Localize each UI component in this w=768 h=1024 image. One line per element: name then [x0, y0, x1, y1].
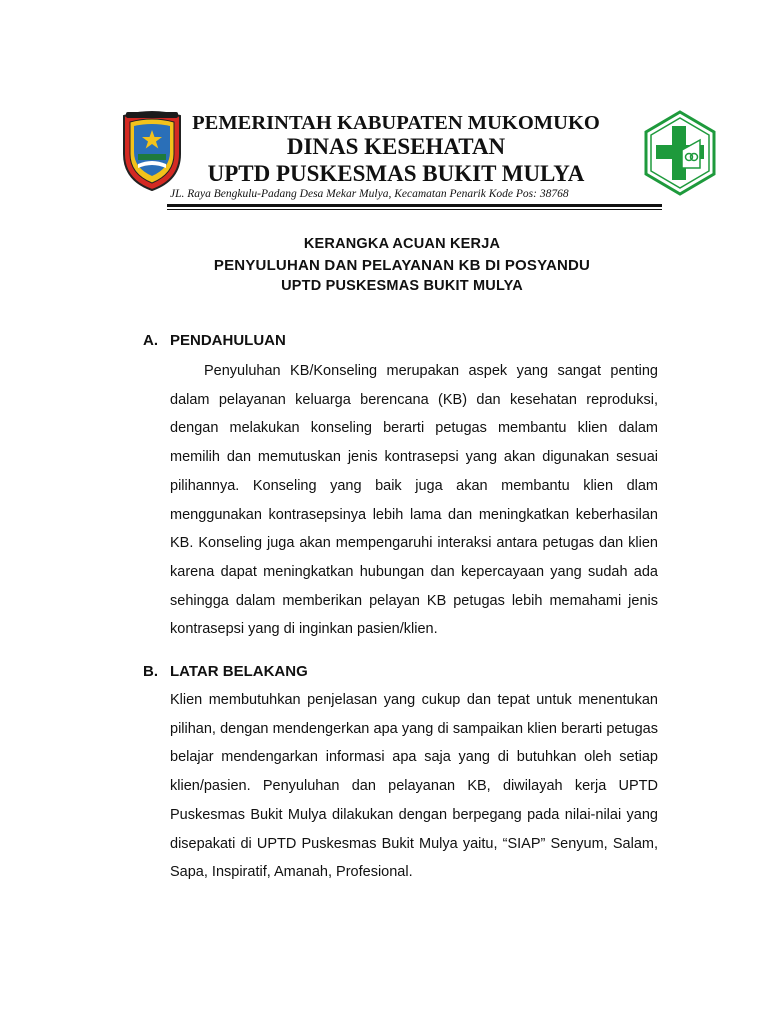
letterhead-government: PEMERINTAH KABUPATEN MUKOMUKO: [192, 112, 600, 134]
section-title: PENDAHULUAN: [170, 332, 286, 349]
letterhead-address: JL. Raya Bengkulu-Padang Desa Mekar Mulya, Kecamatan Penarik Kode Pos: 38768: [170, 188, 569, 200]
letterhead: [0, 0, 768, 215]
section-number: B.: [143, 663, 158, 680]
document-title: KERANGKA ACUAN KERJA: [303, 236, 501, 252]
letterhead-rule-thick: [167, 204, 662, 207]
section-title: LATAR BELAKANG: [170, 663, 308, 680]
section-body-latar-belakang: Klien membutuhkan penjelasan yang cukup dan tepat untuk menentukan pilihan, dengan mendengerkan apa yang di sampaikan klien berarti petugas belajar mendengarkan informasi apa saja yang di butuhkan oleh setiap klien/pasien. Penyuluhan dan pelayanan KB, diwilayah kerja UPTD Puskesmas Bukit Mulya dilakukan dengan berpegang pada nilai-nilai yang disepakati di UPTD Puskesmas Bukit Mulya yaitu, “SIAP” Senyum, Salam, Sapa, Inspiratif, Amanah, Profesional.: [170, 692, 658, 881]
section-heading-latar-belakang: [143, 663, 308, 680]
puskesmas-logo-icon: [644, 110, 716, 196]
document-subtitle: PENYULUHAN DAN PELAYANAN KB DI POSYANDU: [213, 257, 591, 274]
section-heading-pendahuluan: [143, 332, 286, 349]
letterhead-rule-thin: [167, 209, 662, 210]
section-body-pendahuluan: Penyuluhan KB/Konseling merupakan aspek yang sangat penting dalam pelayanan keluarga berencana (KB) dan kesehatan reproduksi, dengan melakukan konseling berarti petugas membantu klien dalam memilih dan memutuskan jenis kontrasepsi yang akan digunakan sesuai pilihannya. Konseling yang baik juga akan membantu klien dlam menggunakan kontrasepsinya lebih lama dan meningkatkan keberhasilan KB. Konseling juga akan mempengaruhi interaksi antara petugas dan klien karena dapat meningkatkan hubungan dan kepercayaan yang sudah ada sehingga dalam memberikan pelayan KB petugas lebih memahami jenis kontrasepsi yang di inginkan pasien/klien.: [170, 363, 658, 638]
document-institution: UPTD PUSKESMAS BUKIT MULYA: [281, 278, 523, 294]
section-number: A.: [143, 332, 158, 349]
letterhead-institution: UPTD PUSKESMAS BUKIT MULYA: [207, 161, 585, 186]
letterhead-department: DINAS KESEHATAN: [286, 134, 506, 159]
